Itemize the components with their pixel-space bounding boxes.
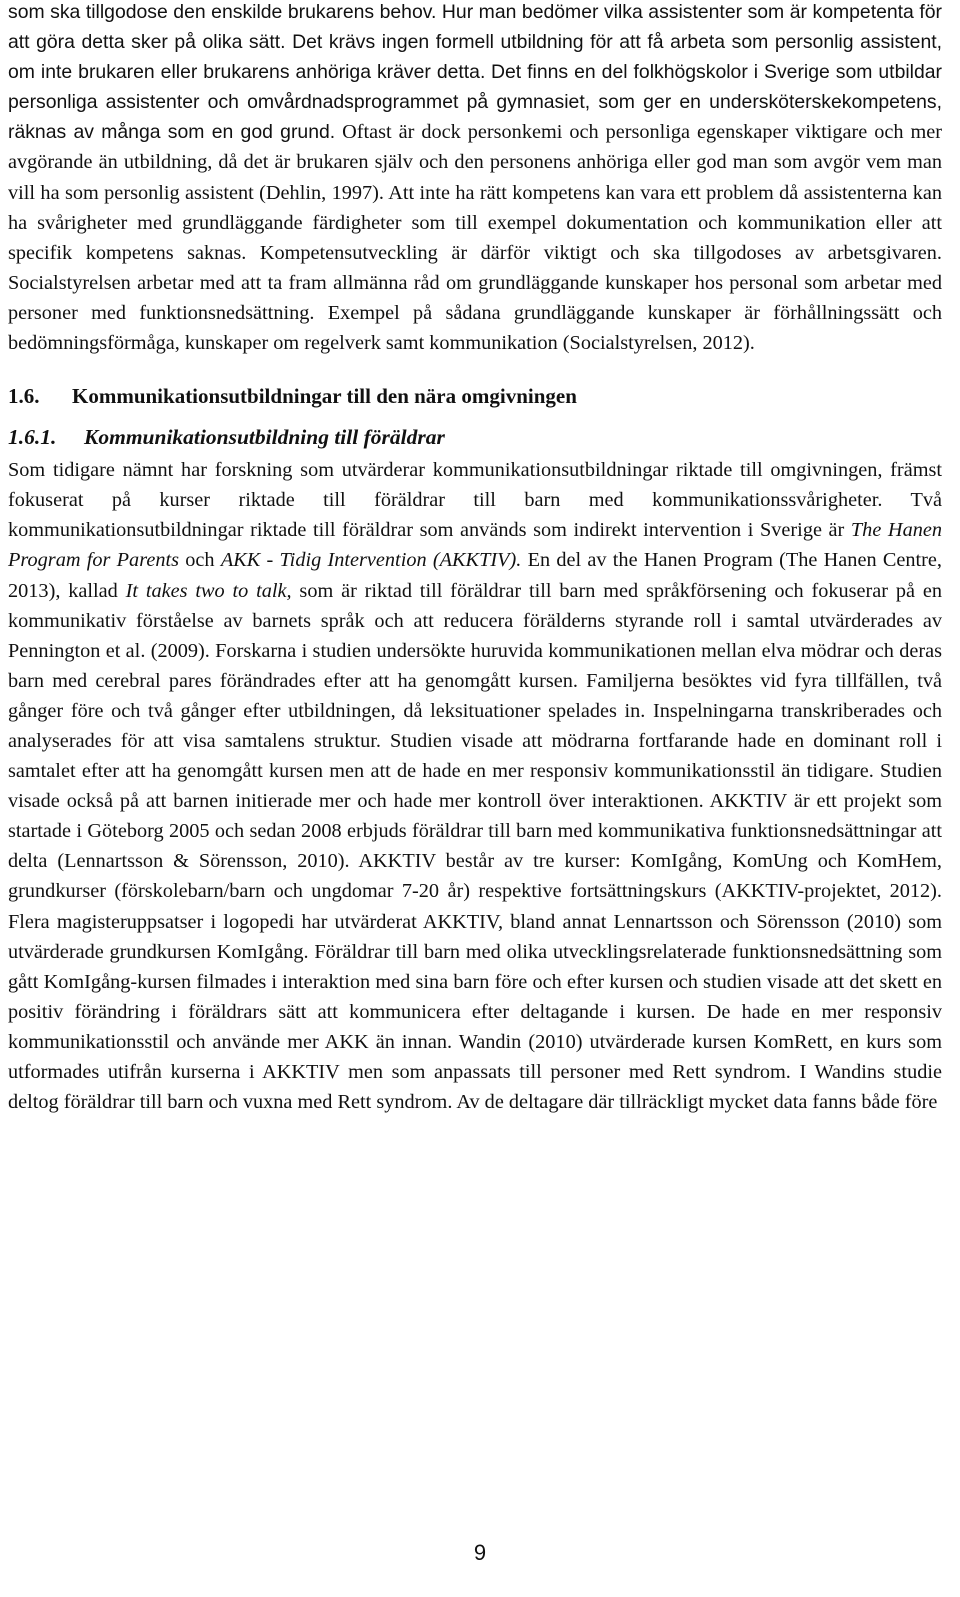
subsection-heading [8,422,942,452]
paragraph-text: En del av the Hanen Program (The Hanen Centre, 2013), kallad [8,549,942,602]
section-title: Kommunikationsutbildningar till den nära omgivningen [72,384,577,409]
paragraph-text: som är riktad till föräldrar till barn med språkförsening och fokuserar på en kommunikativ förståelse av barnets språk och att reducera förälderns styrande roll i samtal utvärderades av Pennington et al. (2009). Forskarna i studien undersökte huruvida kommunikationen mellan elva mödrar och deras barn med cerebral pares förändrades efter att ha genomgått kursen. Familjerna besöktes vid fyra tillfällen, två gånger före och två gånger efter utbildningen, då leksituationer spelades in. Inspelningarna transkriberades och analyserades för att visa samtalens struktur. Studien visade att mödrarna fortfarande hade en dominant roll i samtalet efter att ha genomgått kursen men att de hade en mer responsiv kommunikationsstil än tidigare. Studien visade också på att barnen initierade mer och hade mer kontroll över interaktionen. AKKTIV är ett projekt som startade i Göteborg 2005 och sedan 2008 erbjuds föräldrar till barn med kommunikativa funktionsnedsättningar att delta (Lennartsson & Sörensson, 2010). AKKTIV består av tre kurser: KomIgång, KomUng och KomHem, grundkurser (förskolebarn/barn och ungdomar 7-20 år) respektive fortsättningskurs (AKKTIV-projektet, 2012). Flera magisteruppsatser i logopedi har utvärderat AKKTIV, bland annat Lennartsson och Sörensson (2010) som utvärderade grundkursen KomIgång. Föräldrar till barn med olika utvecklingsrelaterade funktionsnedsättning som gått KomIgång-kursen filmades i interaktion med sina barn före och efter kursen och studien visade att det skett en positiv förändring i föräldrars sätt att kommunicera efter deltagande i kursen. De hade en mer responsiv kommunikationsstil och använde mer AKK än innan. Wandin (2010) utvärderade kursen KomRett, en kurs som utformades utifrån kurserna i AKKTIV men som anpassats till personer med Rett syndrom. I Wandins studie deltog föräldrar till barn och vuxna med Rett syndrom. Av de deltagare där tillräckligt mycket data fanns både före [8,579,942,1114]
paragraph-text: Som tidigare nämnt har forskning som utvärderar kommunikationsutbildningar riktade till omgivningen, främst fokuserat på kurser riktade till föräldrar till barn med kommunikationssvårigheter. Två kommunikationsutbildningar riktade till föräldrar som används som indirekt intervention i Sverige är [8,459,942,542]
program-name-hanen: The Hanen Program for Parents [8,519,942,572]
subsection-title: Kommunikationsutbildning till föräldrar [84,425,445,450]
paragraph-parent-training [8,455,942,1117]
program-name-akktiv: AKK - Tidig Intervention (AKKTIV). [220,549,522,572]
paragraph-text-sans: som ska tillgodose den enskilde brukarens behov. Hur man bedömer vilka assistenter som är kompetenta för att göra detta sker på olika sätt. Det krävs ingen formell utbildning för att få arbeta som personlig assistent, om inte brukaren eller brukarens anhöriga kräver detta. [8,1,942,84]
program-name-it-takes-two: It takes two to talk, [125,579,292,602]
section-heading [8,381,942,411]
paragraph-text-sans: Det finns en del folkhögskolor i Sverige som utbildar personliga assistenter och omvårdnadsprogrammet på gymnasiet, som ger en undersköterskekompetens, räknas av många som en god grund. [8,61,942,144]
document-page [8,0,942,1117]
page-number: 9 [473,1540,487,1565]
paragraph-text: Oftast är dock personkemi och personliga egenskaper viktigare och mer avgörande än utbildning, då det är brukaren själv och den personens anhöriga eller god man som avgör vem man vill ha som personlig assistent (Dehlin, 1997). Att inte ha rätt kompetens kan vara ett problem då assistenterna kan ha svårigheter med grundläggande färdigheter som till exempel dokumentation och kommunikation eller att specifik kompetens saknas. Kompetensutveckling är därför viktigt och ska tillgodoses av arbetsgivaren. Socialstyrelsen arbetar med att ta fram allmänna råd om grundläggande kunskaper hos personal som arbetar med personer med funktionsnedsättning. Exempel på sådana grundläggande kunskaper är förhållningssätt och bedömningsförmåga, kunskaper om regelverk samt kommunikation (Socialstyrelsen, 2012). [8,121,942,355]
subsection-number: 1.6.1. [8,425,57,450]
paragraph-competence [8,0,942,358]
paragraph-text: och [179,549,221,572]
section-number: 1.6. [8,384,40,409]
